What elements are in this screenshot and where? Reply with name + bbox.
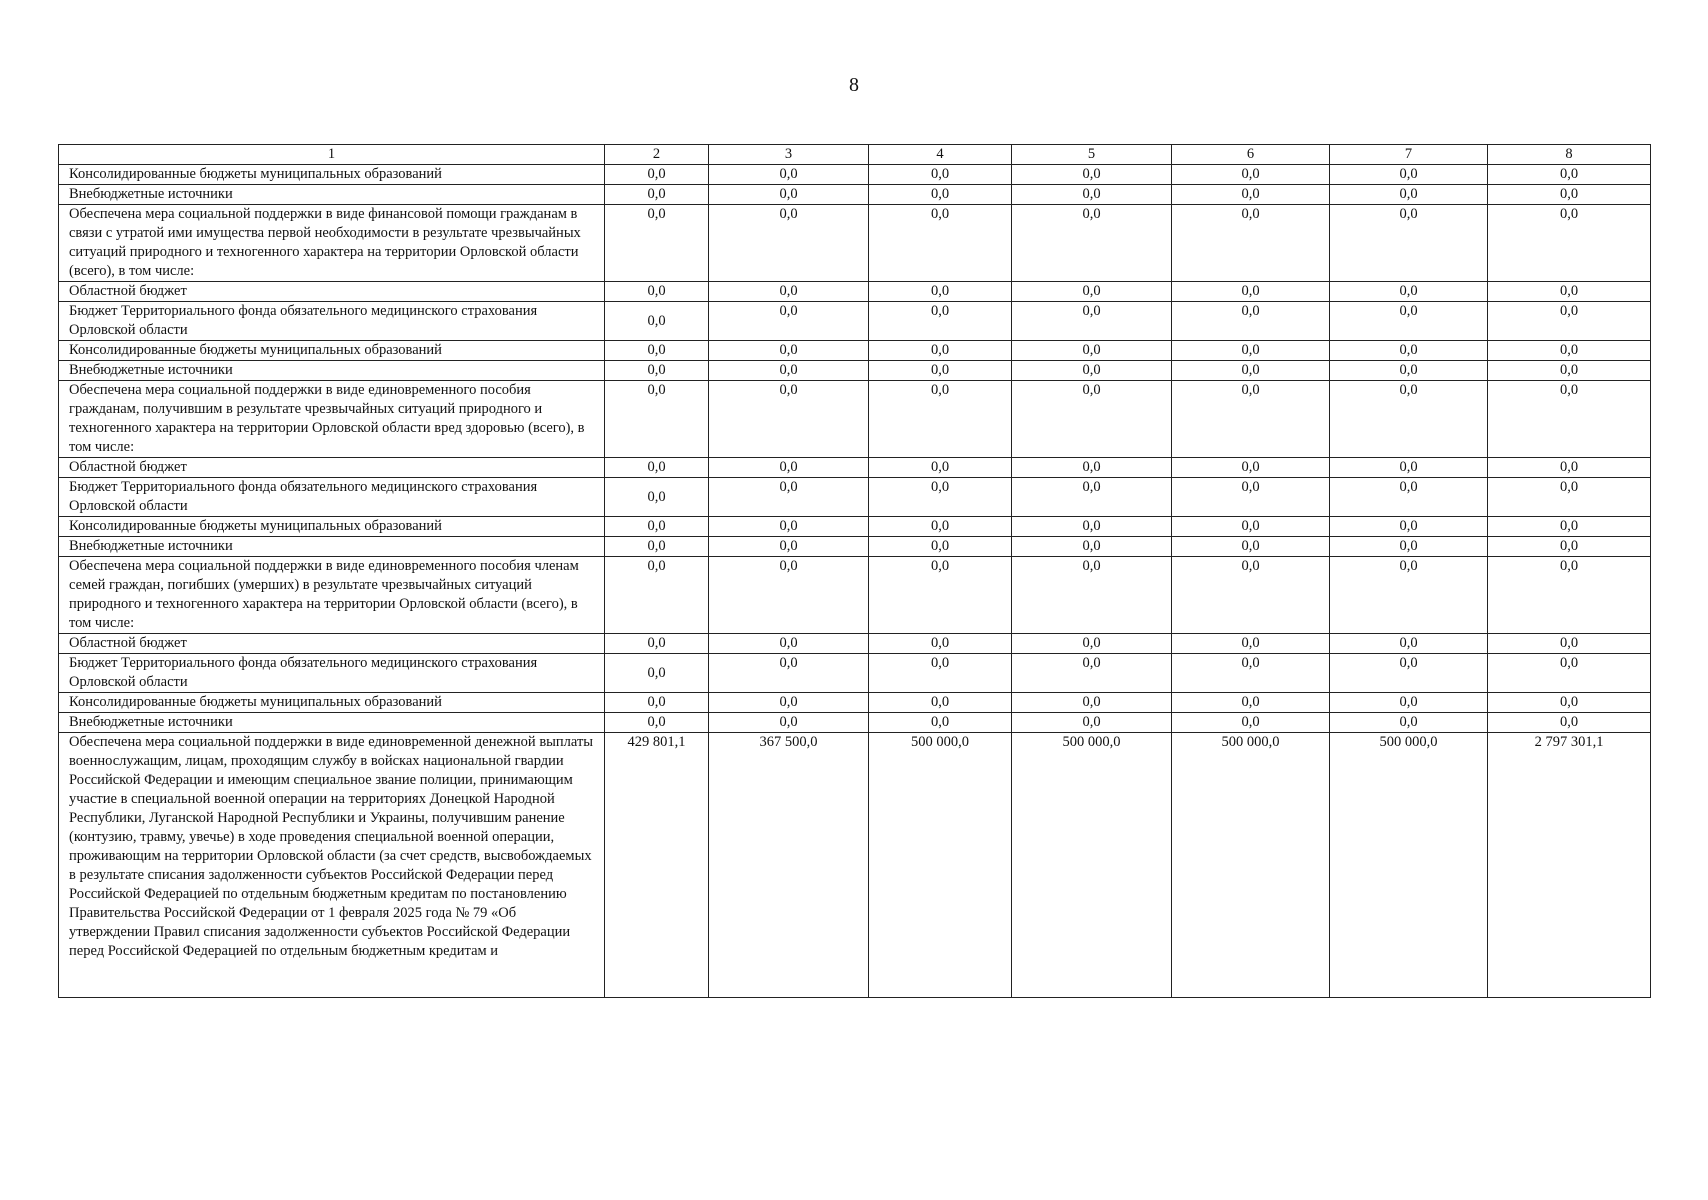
value-cell-col-3: 0,0 [709, 713, 869, 733]
value-cell-col-6: 0,0 [1172, 557, 1330, 634]
row-label: Обеспечена мера социальной поддержки в виде единовременной денежной выплаты военнослужащим, лицам, проходящим службу в войсках национальной гвардии Российской Федерации и имеющим специальное звание полиции, принимающим участие в специальной военной операции на территориях Донецкой Народной Республики, Луганской Народной Республики и Украины, получившим ранение (контузию, травму, увечье) в ходе проведения специальной военной операции, проживающим на территории Орловской области (за счет средств, высвобождаемых в результате списания задолженности субъектов Российской Федерации перед Российской Федерацией по отдельным бюджетным кредитам по постановлению Правительства Российской Федерации от 1 февраля 2025 года № 79 «Об утверждении Правил списания задолженности субъектов Российской Федерации перед Российской Федерацией по отдельным бюджетным кредитам и [59, 733, 605, 998]
value-cell-col-8: 0,0 [1488, 537, 1651, 557]
table-row [59, 634, 1651, 654]
value-cell-col-7: 0,0 [1330, 165, 1488, 185]
value-cell-col-7: 0,0 [1330, 185, 1488, 205]
value-cell-col-4: 0,0 [869, 282, 1012, 302]
page-number: 8 [849, 74, 859, 96]
value-cell-col-7: 0,0 [1330, 517, 1488, 537]
value-cell-col-5: 0,0 [1012, 654, 1172, 693]
value-cell-col-3: 0,0 [709, 205, 869, 282]
value-cell-col-8: 0,0 [1488, 361, 1651, 381]
value-cell-col-2: 0,0 [605, 478, 709, 517]
value-cell-col-6: 0,0 [1172, 478, 1330, 517]
value-cell-col-2: 0,0 [605, 341, 709, 361]
value-cell-col-8: 0,0 [1488, 302, 1651, 341]
row-label: Консолидированные бюджеты муниципальных образований [59, 341, 605, 361]
value-cell-col-4: 0,0 [869, 302, 1012, 341]
value-cell-col-2: 0,0 [605, 185, 709, 205]
value-cell-col-5: 0,0 [1012, 381, 1172, 458]
value-cell-col-2: 0,0 [605, 517, 709, 537]
row-label: Областной бюджет [59, 282, 605, 302]
value-cell-col-3: 0,0 [709, 282, 869, 302]
value-cell-col-7: 0,0 [1330, 537, 1488, 557]
value-cell-col-8: 0,0 [1488, 557, 1651, 634]
table-row [59, 517, 1651, 537]
value-cell-col-2: 0,0 [605, 205, 709, 282]
value-cell-col-4: 0,0 [869, 517, 1012, 537]
value-cell-col-5: 0,0 [1012, 478, 1172, 517]
value-cell-col-8: 0,0 [1488, 713, 1651, 733]
value-cell-col-3: 0,0 [709, 165, 869, 185]
value-cell-col-3: 0,0 [709, 185, 869, 205]
value-cell-col-8: 0,0 [1488, 381, 1651, 458]
value-cell-col-8: 0,0 [1488, 478, 1651, 517]
row-label: Внебюджетные источники [59, 185, 605, 205]
value-cell-col-2: 0,0 [605, 458, 709, 478]
value-cell-col-2: 0,0 [605, 381, 709, 458]
value-cell-col-4: 0,0 [869, 693, 1012, 713]
row-label: Консолидированные бюджеты муниципальных образований [59, 165, 605, 185]
value-cell-col-4: 0,0 [869, 341, 1012, 361]
header-row [59, 145, 1651, 165]
value-cell-col-7: 0,0 [1330, 341, 1488, 361]
row-label: Бюджет Территориального фонда обязательного медицинского страхования Орловской области [59, 654, 605, 693]
value-cell-col-4: 0,0 [869, 381, 1012, 458]
value-cell-col-6: 0,0 [1172, 458, 1330, 478]
table-row [59, 282, 1651, 302]
value-cell-col-5: 0,0 [1012, 205, 1172, 282]
table-row [59, 654, 1651, 693]
value-cell-col-3: 0,0 [709, 361, 869, 381]
value-cell-col-4: 0,0 [869, 557, 1012, 634]
value-cell-col-7: 0,0 [1330, 361, 1488, 381]
value-cell-col-4: 0,0 [869, 458, 1012, 478]
value-cell-col-6: 0,0 [1172, 713, 1330, 733]
value-cell-col-2: 0,0 [605, 713, 709, 733]
header-cell-1: 1 [59, 145, 605, 165]
header-cell-8: 8 [1488, 145, 1651, 165]
table-row [59, 733, 1651, 998]
value-cell-col-2: 0,0 [605, 165, 709, 185]
value-cell-col-8: 0,0 [1488, 517, 1651, 537]
value-cell-col-4: 0,0 [869, 185, 1012, 205]
value-cell-col-4: 0,0 [869, 478, 1012, 517]
value-cell-col-7: 0,0 [1330, 713, 1488, 733]
value-cell-col-3: 0,0 [709, 693, 869, 713]
row-label: Областной бюджет [59, 458, 605, 478]
value-cell-col-6: 500 000,0 [1172, 733, 1330, 998]
value-cell-col-7: 0,0 [1330, 302, 1488, 341]
table-row [59, 478, 1651, 517]
value-cell-col-5: 0,0 [1012, 537, 1172, 557]
value-cell-col-2: 0,0 [605, 302, 709, 341]
value-cell-col-5: 0,0 [1012, 282, 1172, 302]
table-row [59, 381, 1651, 458]
row-label: Обеспечена мера социальной поддержки в виде финансовой помощи гражданам в связи с утратой ими имущества первой необходимости в результате чрезвычайных ситуаций природного и техногенного характера на территории Орловской области (всего), в том числе: [59, 205, 605, 282]
value-cell-col-4: 0,0 [869, 165, 1012, 185]
value-cell-col-3: 0,0 [709, 517, 869, 537]
table-row [59, 557, 1651, 634]
value-cell-col-3: 0,0 [709, 302, 869, 341]
value-cell-col-6: 0,0 [1172, 341, 1330, 361]
value-cell-col-7: 0,0 [1330, 634, 1488, 654]
value-cell-col-4: 0,0 [869, 205, 1012, 282]
header-cell-5: 5 [1012, 145, 1172, 165]
row-label: Бюджет Территориального фонда обязательного медицинского страхования Орловской области [59, 302, 605, 341]
table-row [59, 693, 1651, 713]
header-cell-6: 6 [1172, 145, 1330, 165]
table-row [59, 361, 1651, 381]
row-label: Бюджет Территориального фонда обязательного медицинского страхования Орловской области [59, 478, 605, 517]
value-cell-col-6: 0,0 [1172, 302, 1330, 341]
value-cell-col-7: 0,0 [1330, 381, 1488, 458]
row-label: Обеспечена мера социальной поддержки в виде единовременного пособия членам семей граждан, погибших (умерших) в результате чрезвычайных ситуаций природного и техногенного характера на территории Орловской области (всего), в том числе: [59, 557, 605, 634]
table-row [59, 458, 1651, 478]
row-label: Внебюджетные источники [59, 361, 605, 381]
value-cell-col-8: 0,0 [1488, 458, 1651, 478]
value-cell-col-6: 0,0 [1172, 205, 1330, 282]
value-cell-col-5: 0,0 [1012, 713, 1172, 733]
value-cell-col-5: 0,0 [1012, 185, 1172, 205]
value-cell-col-5: 0,0 [1012, 517, 1172, 537]
table-row [59, 341, 1651, 361]
value-cell-col-7: 0,0 [1330, 693, 1488, 713]
value-cell-col-4: 0,0 [869, 537, 1012, 557]
value-cell-col-6: 0,0 [1172, 165, 1330, 185]
value-cell-col-6: 0,0 [1172, 361, 1330, 381]
value-cell-col-5: 0,0 [1012, 458, 1172, 478]
value-cell-col-3: 0,0 [709, 341, 869, 361]
value-cell-col-7: 0,0 [1330, 458, 1488, 478]
value-cell-col-2: 0,0 [605, 537, 709, 557]
table-row [59, 205, 1651, 282]
value-cell-col-5: 0,0 [1012, 634, 1172, 654]
value-cell-col-3: 0,0 [709, 458, 869, 478]
value-cell-col-6: 0,0 [1172, 693, 1330, 713]
value-cell-col-4: 0,0 [869, 654, 1012, 693]
value-cell-col-6: 0,0 [1172, 654, 1330, 693]
value-cell-col-5: 0,0 [1012, 165, 1172, 185]
value-cell-col-6: 0,0 [1172, 537, 1330, 557]
value-cell-col-5: 0,0 [1012, 341, 1172, 361]
header-cell-2: 2 [605, 145, 709, 165]
value-cell-col-2: 0,0 [605, 282, 709, 302]
row-label: Обеспечена мера социальной поддержки в виде единовременного пособия гражданам, получившим в результате чрезвычайных ситуаций природного и техногенного характера на территории Орловской области вред здоровью (всего), в том числе: [59, 381, 605, 458]
value-cell-col-8: 0,0 [1488, 165, 1651, 185]
value-cell-col-7: 0,0 [1330, 282, 1488, 302]
value-cell-col-2: 0,0 [605, 654, 709, 693]
table-row [59, 185, 1651, 205]
header-cell-3: 3 [709, 145, 869, 165]
row-label: Областной бюджет [59, 634, 605, 654]
value-cell-col-2: 429 801,1 [605, 733, 709, 998]
value-cell-col-6: 0,0 [1172, 634, 1330, 654]
row-label: Консолидированные бюджеты муниципальных образований [59, 517, 605, 537]
value-cell-col-4: 0,0 [869, 361, 1012, 381]
value-cell-col-8: 0,0 [1488, 693, 1651, 713]
table-body [59, 145, 1651, 998]
value-cell-col-8: 0,0 [1488, 205, 1651, 282]
value-cell-col-4: 0,0 [869, 713, 1012, 733]
value-cell-col-5: 0,0 [1012, 302, 1172, 341]
value-cell-col-6: 0,0 [1172, 517, 1330, 537]
budget-table [58, 144, 1651, 998]
value-cell-col-8: 0,0 [1488, 341, 1651, 361]
value-cell-col-6: 0,0 [1172, 282, 1330, 302]
value-cell-col-3: 0,0 [709, 654, 869, 693]
value-cell-col-7: 0,0 [1330, 654, 1488, 693]
table-row [59, 165, 1651, 185]
value-cell-col-2: 0,0 [605, 693, 709, 713]
value-cell-col-8: 0,0 [1488, 185, 1651, 205]
value-cell-col-8: 0,0 [1488, 634, 1651, 654]
value-cell-col-5: 0,0 [1012, 557, 1172, 634]
value-cell-col-5: 0,0 [1012, 361, 1172, 381]
value-cell-col-6: 0,0 [1172, 185, 1330, 205]
value-cell-col-8: 0,0 [1488, 282, 1651, 302]
row-label: Внебюджетные источники [59, 713, 605, 733]
value-cell-col-3: 0,0 [709, 478, 869, 517]
value-cell-col-5: 500 000,0 [1012, 733, 1172, 998]
value-cell-col-7: 500 000,0 [1330, 733, 1488, 998]
table-row [59, 302, 1651, 341]
value-cell-col-7: 0,0 [1330, 478, 1488, 517]
value-cell-col-3: 0,0 [709, 634, 869, 654]
value-cell-col-4: 0,0 [869, 634, 1012, 654]
value-cell-col-5: 0,0 [1012, 693, 1172, 713]
value-cell-col-4: 500 000,0 [869, 733, 1012, 998]
table-row [59, 713, 1651, 733]
value-cell-col-3: 0,0 [709, 381, 869, 458]
row-label: Консолидированные бюджеты муниципальных образований [59, 693, 605, 713]
table-row [59, 537, 1651, 557]
value-cell-col-6: 0,0 [1172, 381, 1330, 458]
header-cell-4: 4 [869, 145, 1012, 165]
value-cell-col-7: 0,0 [1330, 205, 1488, 282]
value-cell-col-2: 0,0 [605, 361, 709, 381]
value-cell-col-3: 0,0 [709, 557, 869, 634]
row-label: Внебюджетные источники [59, 537, 605, 557]
value-cell-col-7: 0,0 [1330, 557, 1488, 634]
header-cell-7: 7 [1330, 145, 1488, 165]
value-cell-col-3: 0,0 [709, 537, 869, 557]
value-cell-col-2: 0,0 [605, 634, 709, 654]
value-cell-col-3: 367 500,0 [709, 733, 869, 998]
value-cell-col-8: 0,0 [1488, 654, 1651, 693]
value-cell-col-8: 2 797 301,1 [1488, 733, 1651, 998]
value-cell-col-2: 0,0 [605, 557, 709, 634]
